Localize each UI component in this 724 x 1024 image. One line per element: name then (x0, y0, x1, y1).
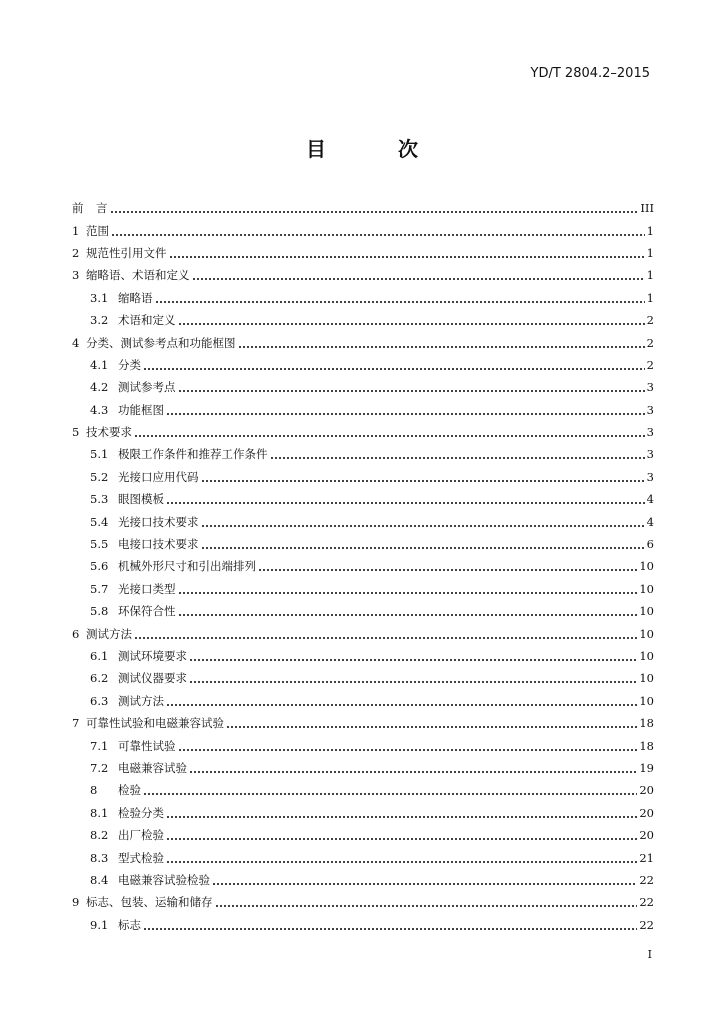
toc-entry-page: 4 (646, 514, 654, 529)
dot-leader (238, 336, 645, 350)
toc-entry-number: 6.2 (90, 671, 109, 686)
dot-leader (189, 761, 637, 775)
dot-leader (166, 492, 645, 506)
dot-leader (166, 828, 637, 842)
dot-leader (212, 873, 637, 887)
dot-leader (192, 268, 645, 282)
toc-entry-label: 标志、包装、运输和储存 (86, 895, 213, 910)
toc-entry-page: 20 (639, 805, 654, 820)
toc-entry-page: 2 (646, 313, 654, 328)
toc-entry-number: 4.3 (90, 402, 109, 417)
dot-leader (178, 380, 645, 394)
toc-entry-number: 1 (72, 223, 80, 238)
toc-entry[interactable] (72, 309, 654, 331)
page-number: I (647, 948, 652, 961)
toc-entry[interactable] (72, 869, 654, 891)
dot-leader (134, 425, 645, 439)
toc-entry-page: 10 (639, 559, 654, 574)
toc-entry-label: 出厂检验 (118, 828, 164, 843)
toc-entry-number: 5.1 (90, 447, 109, 462)
toc-entry[interactable] (72, 667, 654, 689)
toc-entry-number: 5.7 (90, 581, 109, 596)
dot-leader (134, 627, 637, 641)
toc-entry-number: 8.3 (90, 850, 109, 865)
toc-entry-label: 机械外形尺寸和引出端排列 (118, 559, 256, 574)
toc-entry[interactable] (72, 914, 654, 936)
toc-entry-label: 功能框图 (118, 402, 164, 417)
toc-entry-label: 测试方法 (86, 626, 132, 641)
toc-entry[interactable] (72, 354, 654, 376)
toc-entry-number: 7.1 (90, 738, 109, 753)
toc-entry-number: 5.5 (90, 537, 109, 552)
dot-leader (166, 806, 637, 820)
toc-entry[interactable] (72, 376, 654, 398)
toc-entry-number: 5.4 (90, 514, 109, 529)
toc-entry-page: 10 (639, 671, 654, 686)
toc-entry-number: 6 (72, 626, 80, 641)
toc-entry-page: 4 (646, 492, 654, 507)
toc-entry-page: 10 (639, 626, 654, 641)
toc-entry-page: 2 (646, 357, 654, 372)
toc-entry-label: 规范性引用文件 (86, 245, 167, 260)
toc-entry[interactable] (72, 846, 654, 868)
toc-entry-number: 5.3 (90, 492, 109, 507)
toc-entry-label: 光接口技术要求 (118, 514, 199, 529)
toc-entry[interactable] (72, 824, 654, 846)
toc-entry[interactable] (72, 802, 654, 824)
toc-entry-number: 8.1 (90, 805, 109, 820)
toc-entry[interactable] (72, 578, 654, 600)
dot-leader (178, 313, 645, 327)
toc-entry-label: 术语和定义 (118, 313, 176, 328)
toc-entry-page: 21 (639, 850, 654, 865)
dot-leader (166, 403, 645, 417)
toc-entry-label: 可靠性试验 (118, 738, 176, 753)
toc-entry-label: 分类 (118, 357, 141, 372)
toc-entry-label: 测试参考点 (118, 380, 176, 395)
toc-entry-number: 7.2 (90, 760, 109, 775)
toc-entry[interactable] (72, 712, 654, 734)
toc-entry[interactable] (72, 443, 654, 465)
page-title: 目 次 (306, 137, 444, 161)
toc-entry-number: 4.1 (90, 357, 109, 372)
toc-entry[interactable] (72, 466, 654, 488)
dot-leader (169, 246, 645, 260)
dot-leader (201, 537, 645, 551)
toc-entry-number: 8.4 (90, 872, 109, 887)
toc-entry-label: 范围 (86, 223, 109, 238)
toc-entry-page: 20 (639, 783, 654, 798)
dot-leader (166, 851, 637, 865)
toc-entry-page: 18 (639, 716, 654, 731)
toc-entry-page: 3 (646, 425, 654, 440)
toc-entry-label: 电接口技术要求 (118, 537, 199, 552)
dot-leader (166, 694, 637, 708)
toc-entry-page: III (640, 201, 654, 216)
dot-leader (178, 582, 638, 596)
toc-entry-number: 6.1 (90, 649, 109, 663)
toc-entry-label: 缩略语 (118, 290, 153, 305)
toc-entry-number: 5 (72, 425, 80, 440)
table-of-contents (72, 197, 654, 936)
toc-entry-number: 8.2 (90, 828, 109, 843)
toc-entry-number: 7 (72, 716, 80, 731)
toc-entry-label: 型式检验 (118, 850, 164, 865)
dot-leader (201, 515, 645, 529)
dot-leader (178, 739, 638, 753)
toc-entry[interactable] (72, 734, 654, 756)
toc-entry-number: 4.2 (90, 380, 109, 395)
toc-entry-page: 1 (646, 223, 654, 238)
toc-entry-label: 标志 (118, 917, 141, 932)
standard-code: YD/T 2804.2–2015 (530, 66, 650, 81)
dot-leader (270, 447, 645, 461)
toc-entry[interactable] (72, 690, 654, 712)
dot-leader (258, 559, 637, 573)
dot-leader (189, 649, 637, 663)
toc-entry-page: 3 (646, 380, 654, 395)
dot-leader (110, 201, 639, 215)
toc-entry[interactable] (72, 645, 654, 667)
dot-leader (143, 783, 637, 797)
toc-entry[interactable] (72, 779, 654, 801)
toc-entry-label: 眼图模板 (118, 492, 164, 507)
toc-entry-label: 极限工作条件和推荐工作条件 (118, 447, 268, 462)
dot-leader (226, 716, 637, 730)
toc-entry-number: 前 (72, 201, 84, 216)
toc-entry-page: 3 (646, 402, 654, 417)
toc-entry-label: 光接口类型 (118, 581, 176, 596)
toc-entry-page: 10 (639, 581, 654, 596)
dot-leader (155, 291, 645, 305)
toc-entry-page: 3 (646, 447, 654, 462)
toc-entry[interactable] (72, 264, 654, 286)
dot-leader (111, 224, 645, 238)
toc-entry[interactable] (72, 219, 654, 241)
toc-entry-label: 测试方法 (118, 693, 164, 708)
toc-entry-label: 电磁兼容试验 (118, 760, 187, 775)
toc-entry-number: 3.1 (90, 290, 109, 305)
toc-entry-page: 6 (646, 537, 654, 552)
toc-entry-number: 4 (72, 335, 80, 350)
toc-entry-label: 测试仪器要求 (118, 671, 187, 686)
toc-entry[interactable] (72, 399, 654, 421)
toc-entry-page: 2 (646, 335, 654, 350)
toc-entry-number: 5.2 (90, 469, 109, 484)
dot-leader (143, 918, 637, 932)
toc-entry-page: 1 (646, 245, 654, 260)
toc-entry-label: 检验 (118, 783, 141, 798)
toc-entry[interactable] (72, 600, 654, 622)
toc-entry[interactable] (72, 622, 654, 644)
toc-entry-page: 20 (639, 828, 654, 843)
toc-entry[interactable] (72, 197, 654, 219)
toc-entry[interactable] (72, 287, 654, 309)
toc-entry-page: 22 (639, 895, 654, 910)
toc-entry[interactable] (72, 757, 654, 779)
toc-entry[interactable] (72, 242, 654, 264)
toc-entry-number: 9 (72, 895, 80, 910)
toc-entry-number: 2 (72, 245, 80, 260)
dot-leader (201, 470, 645, 484)
toc-entry-number: 3 (72, 268, 80, 283)
toc-entry-label: 光接口应用代码 (118, 469, 199, 484)
toc-entry-number: 5.6 (90, 559, 109, 574)
toc-entry-label: 言 (96, 201, 108, 216)
toc-entry-label: 缩略语、术语和定义 (86, 268, 190, 283)
toc-entry[interactable] (72, 421, 654, 443)
toc-entry-page: 18 (639, 738, 654, 753)
toc-entry[interactable] (72, 331, 654, 353)
toc-entry[interactable] (72, 488, 654, 510)
toc-entry-number: 9.1 (90, 917, 109, 932)
toc-entry-label: 电磁兼容试验检验 (118, 872, 210, 887)
toc-entry-page: 10 (639, 604, 654, 619)
toc-entry-page: 10 (639, 649, 654, 663)
dot-leader (215, 895, 638, 909)
toc-entry-label: 技术要求 (86, 425, 132, 440)
toc-entry-label: 环保符合性 (118, 604, 176, 619)
toc-entry-label: 检验分类 (118, 805, 164, 820)
toc-entry-page: 19 (639, 760, 654, 775)
dot-leader (178, 604, 638, 618)
toc-entry-number: 3.2 (90, 313, 109, 328)
toc-entry-number: 6.3 (90, 693, 109, 708)
toc-entry-page: 22 (639, 917, 654, 932)
dot-leader (189, 671, 637, 685)
dot-leader (143, 358, 645, 372)
toc-entry-page: 3 (646, 469, 654, 484)
toc-entry-page: 1 (646, 268, 654, 283)
toc-entry-label: 测试环境要求 (118, 649, 187, 663)
toc-entry[interactable] (72, 510, 654, 532)
toc-entry-page: 22 (639, 872, 654, 887)
toc-entry-number: 8 (90, 783, 98, 798)
toc-entry[interactable] (72, 555, 654, 577)
toc-entry-page: 10 (639, 693, 654, 708)
toc-entry[interactable] (72, 533, 654, 555)
toc-entry[interactable] (72, 891, 654, 913)
toc-entry-number: 5.8 (90, 604, 109, 619)
toc-entry-label: 可靠性试验和电磁兼容试验 (86, 716, 224, 731)
toc-entry-page: 1 (646, 290, 654, 305)
toc-entry-label: 分类、测试参考点和功能框图 (86, 335, 236, 350)
